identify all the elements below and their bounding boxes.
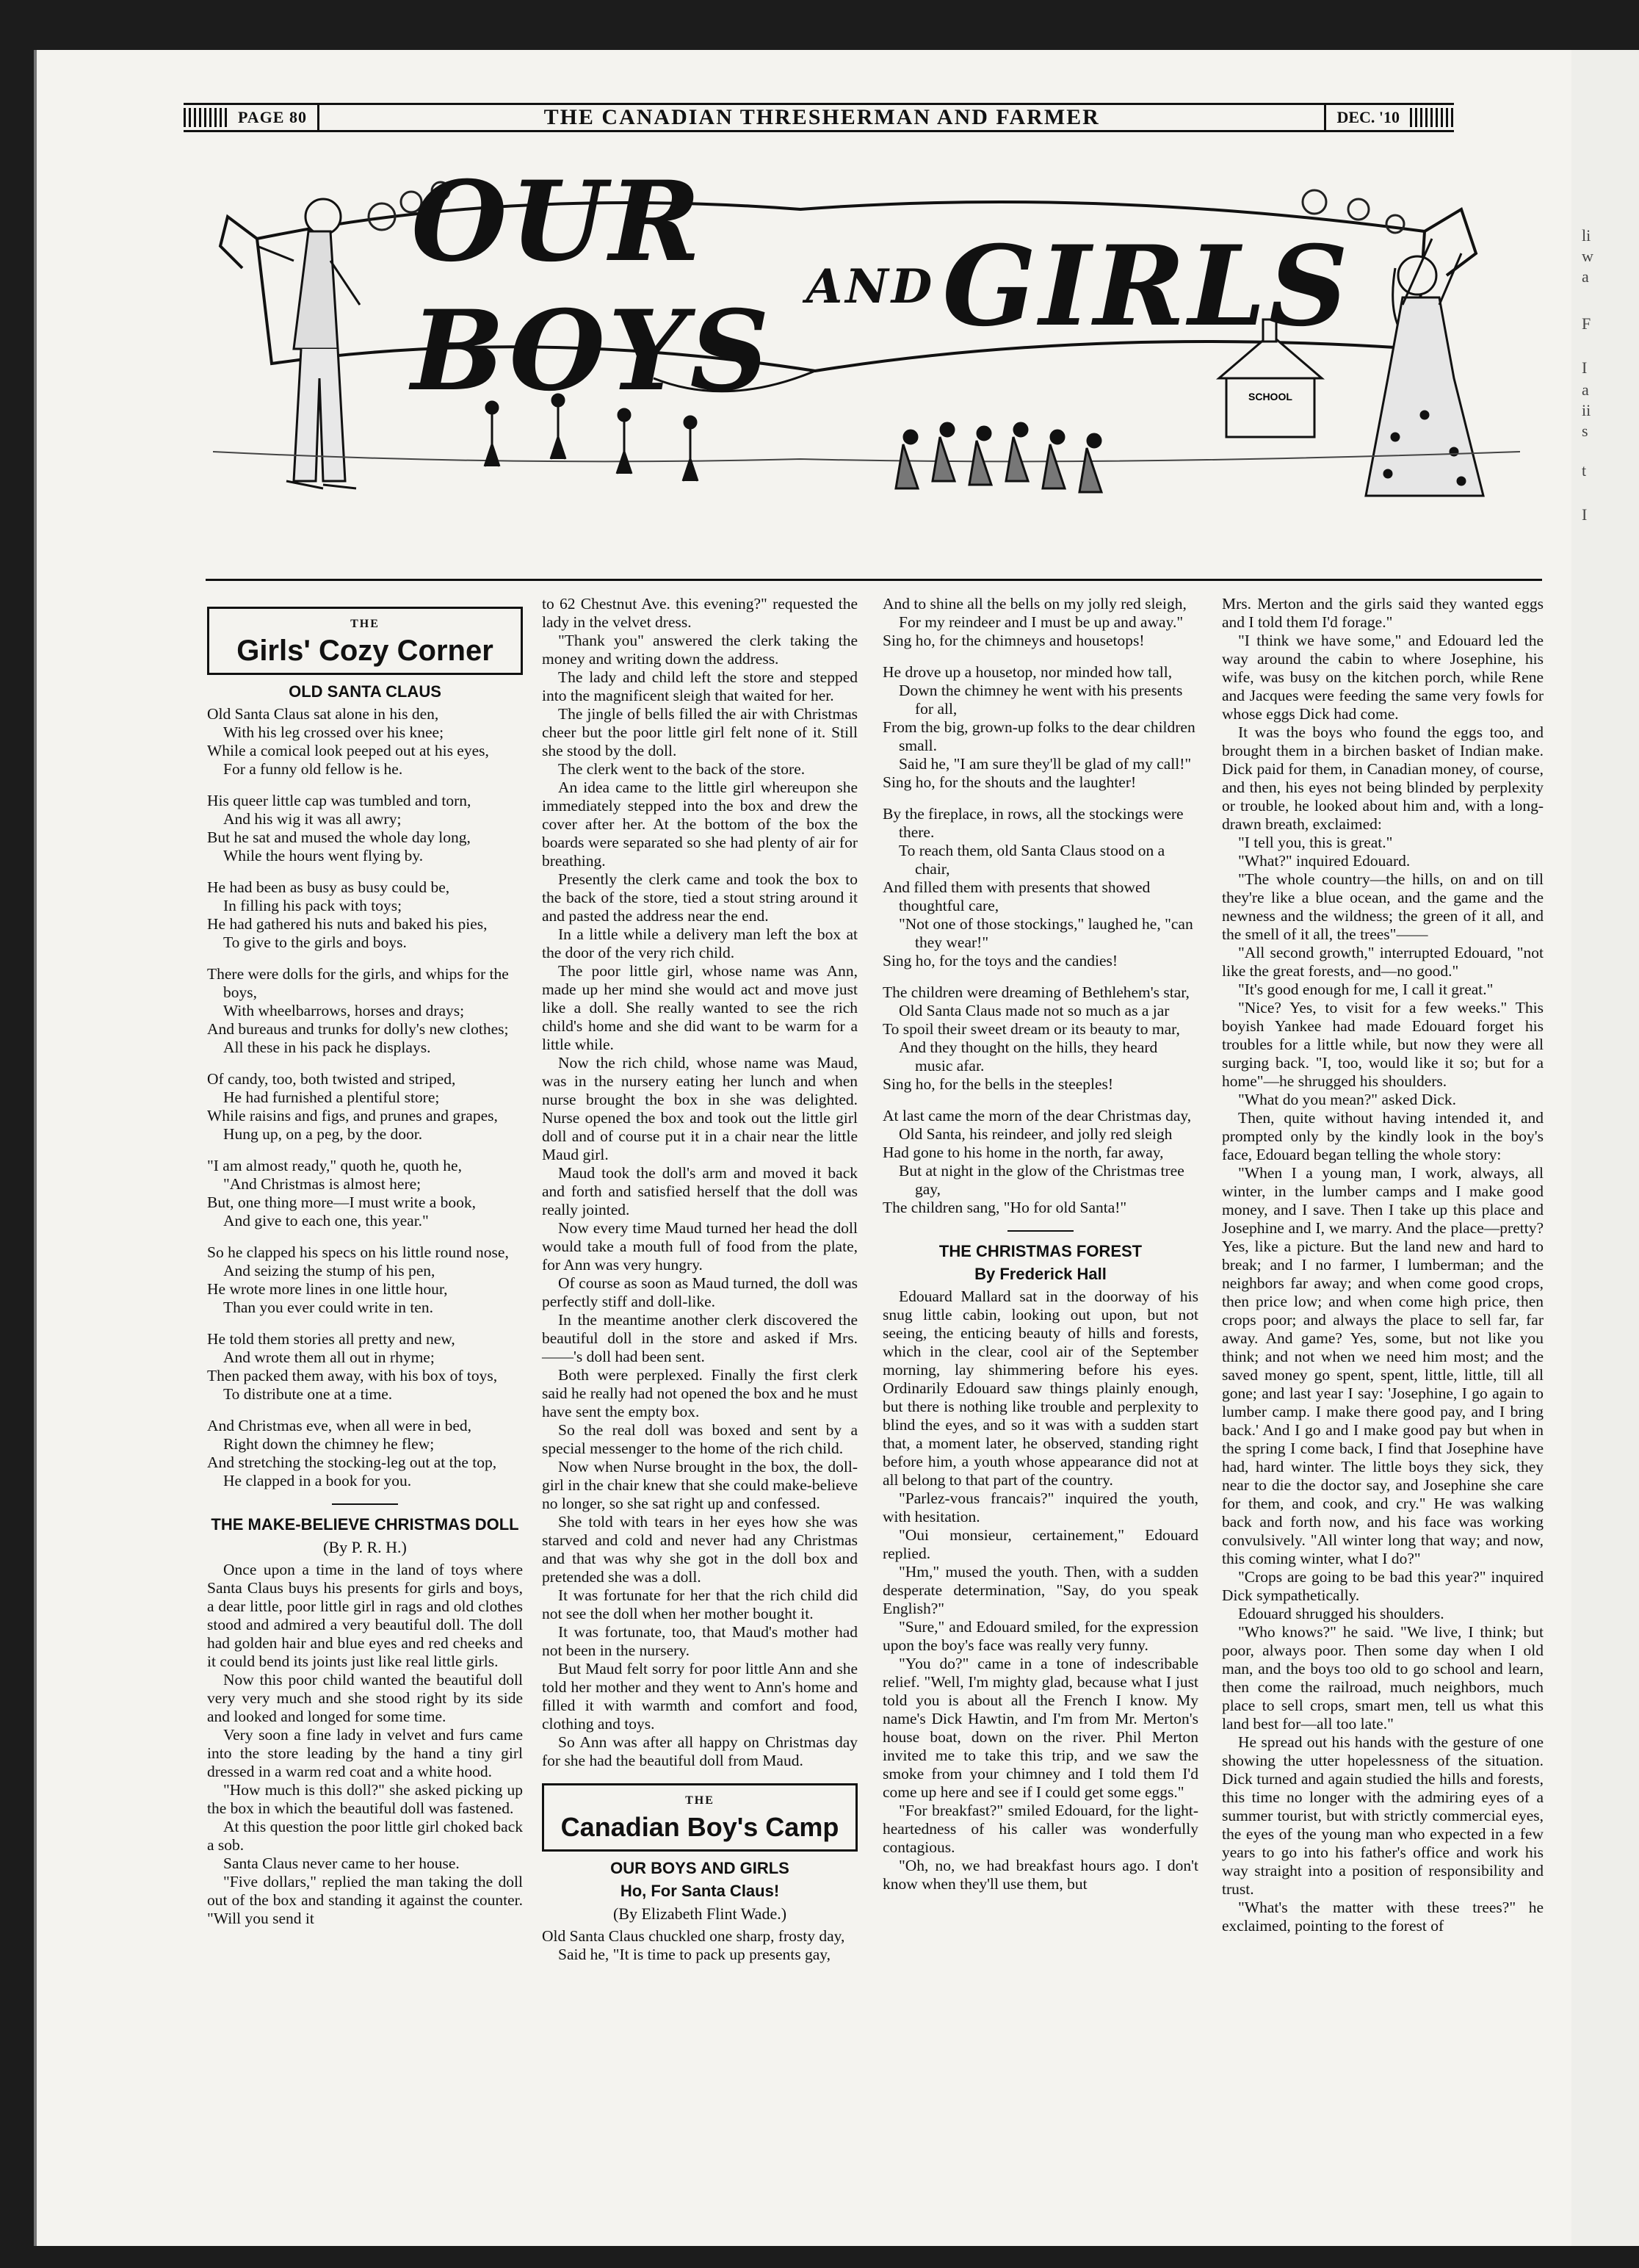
verse-line: The children sang, "Ho for old Santa!" [883,1199,1127,1216]
paragraph: "Sure," and Edouard smiled, for the expression upon the boy's face was really very funny. [883,1618,1198,1654]
column-3 [883,595,1198,1893]
paragraph: Santa Claus never came to her house. [223,1855,460,1872]
verse-line: And to shine all the bells on my jolly red sleigh, [883,595,1187,613]
verse-line: But at night in the glow of the Christmas tree gay, [899,1162,1184,1198]
verse-line: Sing ho, for the shouts and the laughter! [883,773,1137,791]
paragraph: "Five dollars," replied the man taking the doll out of the box and standing it against the counter. "Will you send it [207,1873,523,1927]
section-banner-illustration [213,158,1520,555]
edge-text-fragment: I [1582,505,1588,524]
verse-line: Old Santa Claus sat alone in his den, [207,705,439,723]
paragraph: Now the rich child, whose name was Maud, was in the nursery eating her lunch and when nurse brought the box in she was delighted. Nurse opened the box and took out the little girl doll and of course put it in a chair near the little Maud girl. [542,1054,858,1163]
paragraph: "For breakfast?" smiled Edouard, for the light-heartedness of his caller was wonderfully contagious. [883,1802,1198,1856]
paragraph: Now this poor child wanted the beautiful doll very very much and she stood right by its side and looked and longed for some time. [207,1671,523,1725]
story-body [207,1561,523,1928]
paragraph: "What's the matter with these trees?" he exclaimed, pointing to the forest of [1222,1899,1544,1935]
page-header [184,103,1454,132]
verse-line: While a comical look peeped out at his eyes, [207,742,489,759]
paragraph: She told with tears in her eyes how she was starved and cold and never had any Christmas and that was why she got in the doll box and pretended she was a doll. [542,1513,858,1586]
poem-subtitle: Ho, For Santa Claus! [620,1882,780,1900]
paragraph: So the real doll was boxed and sent by a special messenger to the home of the rich child. [542,1421,858,1457]
verse-line: To give to the girls and boys. [223,933,407,951]
separator-rule [1007,1230,1074,1232]
edge-text-fragment: a [1582,380,1589,399]
stanza [207,1243,523,1317]
paragraph: It was fortunate, too, that Maud's mother had not been in the nursery. [542,1623,858,1659]
story-title: THE CHRISTMAS FOREST [938,1242,1143,1260]
stanza [207,792,523,865]
verse-line: And wrote them all out in rhyme; [223,1348,435,1366]
paragraph: "I think we have some," and Edouard led the way around the cabin to where Josephine, his wife, was busy on the kitchen porch, while Rene and Jacques were feeding the same very fowls for whose eggs Dick had come. [1222,632,1544,723]
verse-line: He wrote more lines in one little hour, [207,1280,448,1298]
verse-line: With his leg crossed over his knee; [223,723,444,741]
story-continued [1222,595,1544,1935]
paragraph: Presently the clerk came and took the box to the back of the store, tied a stout string around it and pasted the address near the end. [542,870,858,925]
stanza [883,1107,1198,1217]
verse-line: He had been as busy as busy could be, [207,878,450,896]
verse-line: And his wig it was all awry; [223,810,402,828]
box-head-small: THE [350,618,380,630]
verse-line: And Christmas eve, when all were in bed, [207,1417,472,1434]
verse-line: Old Santa Claus chuckled one sharp, frosty day, [542,1927,845,1945]
verse-line: Old Santa, his reindeer, and jolly red sleigh [899,1125,1173,1143]
box-head-title: Girls' Cozy Corner [236,635,493,667]
paragraph: It was fortunate for her that the rich child did not see the doll when her mother bought it. [542,1586,858,1622]
verse-line: "And Christmas is almost here; [223,1175,421,1193]
edge-text-fragment: a [1582,267,1589,286]
stanza [207,705,523,779]
column-1 [207,595,523,1928]
verse-line: At last came the morn of the dear Christmas day, [883,1107,1192,1124]
paragraph: "You do?" came in a tone of indescribable relief. "Well, I'm mighty glad, because what I just told you is about all the French I know. My name's Dick Hawtin, and I'm from Mr. Merton's house boat, down on the river. Phil Merton invited me to take this trip, and we saw the smoke from your chimney and I told them I'd come up here and see if I could get some eggs." [883,1655,1198,1801]
paragraph: "I tell you, this is great." [1238,834,1393,851]
verse-line: He clapped in a book for you. [223,1472,412,1489]
paragraph: The poor little girl, whose name was Ann, made up her mind she would act and move just like a doll. She really wanted to see the rich child's home and she did want to be warm for a little while. [542,962,858,1053]
story-title: THE MAKE-BELIEVE CHRISTMAS DOLL [211,1515,519,1534]
story-continued [542,595,858,1770]
paragraph: "Oh, no, we had breakfast hours ago. I don't know when they'll use them, but [883,1857,1198,1893]
paragraph: "All second growth," interrupted Edouard, "not like the great forests, and—no good." [1222,944,1544,980]
verse-line: In filling his pack with toys; [223,897,402,914]
girls-cozy-corner-heading [207,607,523,675]
box-head-small: THE [685,1794,714,1807]
stanza [207,1157,523,1230]
verse-line: And give to each one, this year." [223,1212,429,1229]
paragraph: "Who knows?" he said. "We live, I think; but poor, always poor. Then some day when I old man, and the boys too old to go school and learn, then come the railroad, much neighbors, much place to sell crops, smart men, tell us what this land best for—all too late." [1222,1623,1544,1733]
stanza [207,1070,523,1144]
verse-line: But, one thing more—I must write a book, [207,1193,477,1211]
verse-line: And seizing the stump of his pen, [223,1262,435,1279]
paragraph: "What?" inquired Edouard. [1238,852,1411,870]
verse-line: Sing ho, for the bells in the steeples! [883,1075,1114,1093]
paragraph: Edouard Mallard sat in the doorway of his snug little cabin, looking out upon, but not seeing, the enticing beauty of hills and forests, which in the clear, cool air of the September morning, lay shimmering before his eyes. Ordinarily Edouard saw things plainly enough, but there is nothing like trouble and perplexity to blind the eyes, and so it was with a sudden start that, a moment later, he observed, standing right before him, a youth whose appearance did not at all belong to that part of the country. [883,1288,1198,1489]
masthead-title: THE CANADIAN THRESHERMAN AND FARMER [317,105,1326,130]
verse-line: By the fireplace, in rows, all the stockings were there. [883,805,1184,841]
verse-line: Of candy, too, both twisted and striped, [207,1070,456,1088]
old-santa-claus-poem [207,705,523,1490]
poem-byline: (By Elizabeth Flint Wade.) [612,1904,787,1923]
verse-line: For a funny old fellow is he. [223,760,403,778]
edge-text-fragment: w [1582,247,1593,265]
verse-line: With wheelbarrows, horses and drays; [223,1002,465,1019]
paragraph: to 62 Chestnut Ave. this evening?" requested the lady in the velvet dress. [542,595,858,631]
paragraph: Both were perplexed. Finally the first clerk said he really had not opened the box and he must have sent the empty box. [542,1366,858,1420]
paragraph: "Nice? Yes, to visit for a few weeks." This boyish Yankee had made Edouard forget his troubles for a little while, but now they were all surging back. "I, too, would like it so; but for a home"—he shrugged his shoulders. [1222,999,1544,1090]
paragraph: "Hm," mused the youth. Then, with a sudden desperate determination, "Say, do you speak English?" [883,1563,1198,1617]
stanza [542,1927,858,1964]
stanza [207,878,523,952]
paragraph: Very soon a fine lady in velvet and furs came into the store leading by the hand a tiny girl dressed in a warm red coat and a white hood. [207,1726,523,1780]
edge-text-fragment: I [1582,358,1588,377]
school-sign: SCHOOL [1248,391,1292,402]
verse-line: To spoil their sweet dream or its beauty to mar, [883,1020,1180,1038]
verse-line: While raisins and figs, and prunes and grapes, [207,1107,498,1124]
dancing-children [896,423,1101,492]
paragraph: At this question the poor little girl choked back a sob. [207,1818,523,1854]
verse-line: He had furnished a plentiful store; [223,1088,440,1106]
paragraph: "When I a young man, I work, always, all winter, in the lumber camps and I make good money, and I save. Then I take up this place and Josephine and I, we marry. And the place—pretty? Yes, like a picture. But the land new and hard to break; and I no farmer, I lumberman; and the neighbors far away; and when come good crops, then price low; and when come high price, then crops poor; and always the place to sell far, far away. And game? Yes, some, but not like you think; and not when we need him most; and the saved money go spent, spent, little, little, till all gone; and last year I say: 'Josephine, I go again to lumber camp. I make there good pay, and I bring back.' And I go and I make good pay but when in the spring I come back, I find that Josephine have had, hard winter. The little boys they sick, they near to die the doctor say, and Josephine she care for them, and cook, and cry." He was walking back and forth now, and his face was working convulsively. "All winter long that way; and now, this coming winter, what I do?" [1222,1164,1544,1567]
verse-line: He drove up a housetop, nor minded how tall, [883,663,1173,681]
stanza [207,1330,523,1404]
stanza [207,965,523,1057]
poem-title: OLD SANTA CLAUS [289,682,441,701]
story-body [883,1288,1198,1893]
verse-line: To distribute one at a time. [223,1385,393,1403]
verse-line: The children were dreaming of Bethlehem's star, [883,983,1190,1001]
paragraph: The lady and child left the store and stepped into the magnificent sleigh that waited for her. [542,668,858,704]
edge-text-fragment: F [1582,314,1591,333]
verse-line: There were dolls for the girls, and whips for the boys, [207,965,509,1001]
paragraph: An idea came to the little girl whereupon she immediately stepped into the box and drew the cover after her. At the bottom of the box the boards were separated so she had plenty of air for breathing. [542,779,858,870]
verse-line: His queer little cap was tumbled and torn, [207,792,471,809]
paragraph: "What do you mean?" asked Dick. [1238,1091,1456,1108]
verse-line: Than you ever could write in ten. [223,1299,433,1316]
column-2 [542,595,858,1977]
header-ornament-right [1410,108,1454,127]
paragraph: But Maud felt sorry for poor little Ann and she told her mother and they went to Ann's home and filled it with warmth and comfort and food, clothing and toys. [542,1660,858,1733]
paragraph: In the meantime another clerk discovered the beautiful doll in the store and asked if Mrs. ——'s doll had been sent. [542,1311,858,1365]
stanza [883,805,1198,970]
verse-line: And they thought on the hills, they heard music afar. [899,1039,1158,1075]
stanza [883,663,1198,792]
edge-text-fragment: s [1582,422,1588,440]
paragraph: "Oui monsieur, certainement," Edouard replied. [883,1526,1198,1562]
paragraph: Maud took the doll's arm and moved it back and forth and satisfied herself that the doll was really jointed. [542,1164,858,1218]
paragraph: "Crops are going to be bad this year?" inquired Dick sympathetically. [1222,1568,1544,1604]
box-head-title: Canadian Boy's Camp [560,1812,839,1842]
verse-line: To reach them, old Santa Claus stood on a chair, [899,842,1165,878]
paragraph: Edouard shrugged his shoulders. [1238,1605,1444,1622]
stanza [207,1417,523,1490]
verse-line: Hung up, on a peg, by the door. [223,1125,423,1143]
verse-line: And filled them with presents that showed thoughtful care, [883,878,1151,914]
verse-line: Right down the chimney he flew; [223,1435,435,1453]
page-number: PAGE 80 [238,108,307,126]
paragraph: "It's good enough for me, I call it great." [1238,980,1494,998]
verse-line: All these in his pack he displays. [223,1039,431,1056]
verse-line: Had gone to his home in the north, far away, [883,1144,1164,1161]
paragraph: In a little while a delivery man left the box at the door of the very rich child. [542,925,858,961]
header-ornament-left [184,108,228,127]
paragraph: Mrs. Merton and the girls said they wanted eggs and I told them I'd forage." [1222,595,1544,631]
banner-word-boys: OUR BOYS [411,157,773,416]
edge-text-fragment: li [1582,226,1591,245]
stanza [883,595,1198,650]
paragraph: Once upon a time in the land of toys where Santa Claus buys his presents for girls and boys, a dear little, poor little girl in rags and old clothes stood and admired a very beautiful doll. The doll had golden hair and blue eyes and red cheeks and it could bend its joints just like real little girls. [207,1561,523,1670]
banner-word-girls: GIRLS [942,222,1351,351]
verse-line: "I am almost ready," quoth he, quoth he, [207,1157,462,1174]
canadian-boys-camp-heading [542,1783,858,1852]
paragraph: "Parlez-vous francais?" inquired the youth, with hesitation. [883,1489,1198,1525]
paragraph: So Ann was after all happy on Christmas day for she had the beautiful doll from Maud. [542,1733,858,1769]
verse-line: Then packed them away, with his box of toys, [207,1367,498,1384]
paragraph: "Thank you" answered the clerk taking the money and writing down the address. [542,632,858,668]
paragraph: The jingle of bells filled the air with Christmas cheer but the poor little girl felt none of it. Still she stood by the doll. [542,705,858,759]
paragraph: "How much is this doll?" she asked picking up the box in which the beautiful doll was fastened. [207,1781,523,1817]
verse-line: Sing ho, for the toys and the candies! [883,952,1118,969]
paragraph: The clerk went to the back of the store. [558,760,806,778]
paragraph: Now every time Maud turned her head the doll would take a mouth full of food from the plate, for Ann was very hungry. [542,1219,858,1274]
verse-line: Said he, "I am sure they'll be glad of my call!" [899,755,1192,773]
paragraph: "The whole country—the hills, on and on till they're like a blue ocean, and the game and the newness and the wildness; the green of it all, and the smell of it all, the trees"—— [1222,870,1544,943]
verse-line: Old Santa Claus made not so much as a jar [899,1002,1170,1019]
story-byline: (By P. R. H.) [323,1538,407,1556]
santa-poem-continued [883,595,1198,1217]
section-divider [206,579,1542,581]
paragraph: Of course as soon as Maud turned, the doll was perfectly stiff and doll-like. [542,1274,858,1310]
stanza [883,983,1198,1094]
banner-word-and: AND [806,259,936,314]
verse-line: "Not one of those stockings," laughed he, "can they wear!" [899,915,1193,951]
verse-line: Down the chimney he went with his presents for all, [899,682,1183,718]
story-byline: By Frederick Hall [974,1265,1107,1283]
paragraph: Then, quite without having intended it, and prompted only by the kindly look in the boy's face, Edouard began telling the whole story: [1222,1109,1544,1163]
verse-line: So he clapped his specs on his little round nose, [207,1243,509,1261]
column-4 [1222,595,1544,1935]
verse-line: From the big, grown-up folks to the dear children small. [883,718,1195,754]
poem-heading: OUR BOYS AND GIRLS [610,1859,789,1877]
separator-rule [332,1503,398,1505]
verse-line: He told them stories all pretty and new, [207,1330,455,1348]
paragraph: Now when Nurse brought in the box, the doll-girl in the chair knew that she could make-believe no longer, so she sat right up and confessed. [542,1458,858,1512]
paragraph: It was the boys who found the eggs too, and brought them in a birchen basket of Indian make. Dick paid for them, in Canadian money, of course, and then, his eyes not being blinded by perplexity or trouble, he looked about him and, with a long-drawn breath, exclaimed: [1222,723,1544,833]
verse-line: He had gathered his nuts and baked his pies, [207,915,488,933]
verse-line: And bureaus and trunks for dolly's new clothes; [207,1020,509,1038]
verse-line: But he sat and mused the whole day long, [207,828,471,846]
edge-text-fragment: ii [1582,401,1591,419]
verse-line: While the hours went flying by. [223,847,424,864]
edge-text-fragment: t [1582,461,1587,480]
next-page-edge [1571,50,1639,2246]
santa-poem-start [542,1927,858,1964]
verse-line: Said he, "It is time to pack up presents gay, [558,1946,831,1963]
issue-date: DEC. '10 [1336,108,1400,126]
verse-line: For my reindeer and I must be up and away." [899,613,1184,631]
verse-line: Sing ho, for the chimneys and housetops! [883,632,1145,649]
paragraph: He spread out his hands with the gesture of one showing the utter hopelessness of the situation. Dick turned and again studied the hills and forests, this time no longer with the admiring eyes of a summer tourist, but with strictly commercial eyes, the eyes of the young man who expected in a few years to go into his father's office and work his way straight into a position of responsibility and trust. [1222,1733,1544,1898]
verse-line: And stretching the stocking-leg out at the top, [207,1453,497,1471]
